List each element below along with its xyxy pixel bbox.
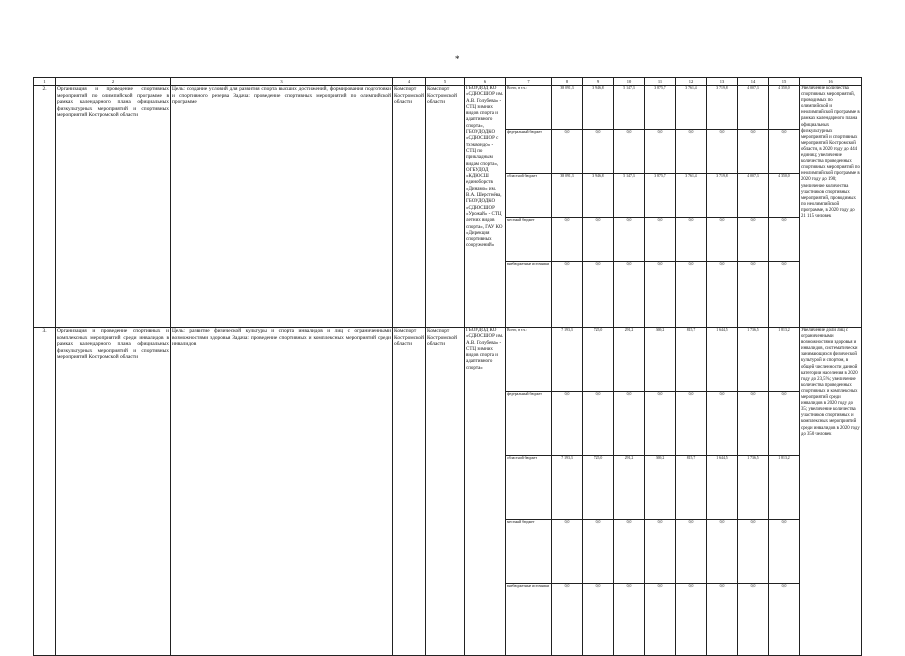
funding-value: 1 644,5: [707, 456, 738, 520]
funding-value: 0,0: [614, 520, 645, 584]
funding-source: федеральный бюджет: [506, 130, 552, 174]
column-number: 13: [707, 78, 738, 86]
column-number: 10: [614, 78, 645, 86]
event-name: Организация и проведение спортивных мероприятий по олимпийской программе в рамках календарного плана официальных физкультурных мероприятий и спортивных мероприятий Костромской области: [56, 86, 171, 328]
funding-value: 3 875,7: [645, 86, 676, 130]
funding-value: 3 875,7: [645, 174, 676, 218]
funding-value: 0,0: [769, 392, 800, 456]
funding-value: 0,0: [614, 262, 645, 328]
column-number: 3: [171, 78, 393, 86]
funding-value: 38 091,3: [552, 174, 583, 218]
funding-value: 0,0: [552, 262, 583, 328]
funding-value: 0,0: [552, 392, 583, 456]
funding-value: 725,0: [583, 328, 614, 392]
funding-value: 0,0: [707, 262, 738, 328]
column-number: 1: [34, 78, 56, 86]
responsible-executor: Комспорт Костромской области: [393, 86, 426, 328]
table-row: [34, 86, 862, 130]
funding-value: 0,0: [769, 218, 800, 262]
funding-source: местный бюджет: [506, 520, 552, 584]
funding-value: 0,0: [738, 262, 769, 328]
event-name: Организация и проведение спортивных и комплексных мероприятий среди инвалидов в рамках календарного плана официальных физкультурных мероприятий и спортивных мероприятий Костромской области: [56, 328, 171, 656]
funding-value: 4 007,3: [738, 174, 769, 218]
funding-value: 0,0: [738, 218, 769, 262]
funding-value: 5 147,3: [614, 86, 645, 130]
funding-value: 291,2: [614, 456, 645, 520]
funding-value: 0,0: [645, 392, 676, 456]
funding-value: 0,0: [614, 130, 645, 174]
funding-value: 0,0: [645, 218, 676, 262]
funding-value: 0,0: [552, 218, 583, 262]
funding-value: 0,0: [676, 130, 707, 174]
funding-value: 0,0: [676, 520, 707, 584]
funding-value: 0,0: [552, 130, 583, 174]
funding-value: 0,0: [614, 584, 645, 656]
expected-result: Увеличение количества спортивных мероприятий, проводимых по олимпийской и неолимпийской программе в рамках календарного плана официальных физкультурных мероприятий и спортивных мероприятий Костромской области, в 2020 году до 444 единиц; увеличение количества проведенных спортивных мероприятий по неолимпийской программе в 2020 году до 190; увеличение количества участников спортивных мероприятий, проводимых по неолимпийской программе, в 2020 году до 21 115 человек: [800, 86, 862, 328]
funding-source: местный бюджет: [506, 218, 552, 262]
funding-value: 0,0: [676, 218, 707, 262]
funding-value: 0,0: [769, 262, 800, 328]
funding-value: 1 644,5: [707, 328, 738, 392]
funding-value: 0,0: [583, 130, 614, 174]
goal-task: Цель: создание условий для развития спорта высших достижений, формирования подготовки и спортивного резерва Задача: проведение спортивных мероприятий по олимпийской программе: [171, 86, 393, 328]
funding-value: 0,0: [738, 392, 769, 456]
funding-value: 1 736,5: [738, 328, 769, 392]
funding-value: 0,0: [738, 584, 769, 656]
responsible-executor: Комспорт Костромской области: [393, 328, 426, 656]
funding-value: 725,0: [583, 456, 614, 520]
row-number: 2.: [34, 86, 56, 328]
column-number: 2: [56, 78, 171, 86]
column-number-row: [34, 78, 862, 86]
funding-value: 815,7: [676, 456, 707, 520]
funding-value: 3 946,8: [583, 86, 614, 130]
funding-source: Всего, в т.ч.:: [506, 328, 552, 392]
column-number: 9: [583, 78, 614, 86]
funding-value: 0,0: [583, 218, 614, 262]
funding-source: внебюджетные источники: [506, 584, 552, 656]
funding-source: федеральный бюджет: [506, 392, 552, 456]
column-number: 6: [465, 78, 506, 86]
funding-value: 0,0: [769, 584, 800, 656]
funding-value: 369,2: [645, 328, 676, 392]
column-number: 5: [426, 78, 465, 86]
funding-value: 1 813,2: [769, 328, 800, 392]
page-mark: *: [455, 54, 460, 64]
funding-value: 4 007,3: [738, 86, 769, 130]
funding-value: 0,0: [614, 218, 645, 262]
funding-value: 0,0: [769, 520, 800, 584]
funding-value: 3 946,8: [583, 174, 614, 218]
funding-value: 0,0: [707, 218, 738, 262]
funding-value: 1 813,2: [769, 456, 800, 520]
column-number: 16: [800, 78, 862, 86]
table-row: [34, 328, 862, 392]
funding-value: 0,0: [676, 584, 707, 656]
funding-value: 0,0: [738, 130, 769, 174]
funding-value: 815,7: [676, 328, 707, 392]
funding-value: 0,0: [645, 584, 676, 656]
funding-value: 4 350,0: [769, 86, 800, 130]
co-executor: Комспорт Костромской области: [426, 86, 465, 328]
funding-value: 3 761,4: [676, 86, 707, 130]
funding-value: 0,0: [738, 520, 769, 584]
funding-value: 0,0: [645, 520, 676, 584]
funding-value: 0,0: [645, 262, 676, 328]
funding-source: областной бюджет: [506, 174, 552, 218]
participants: ГБОУДОД КО «СДЮСШОР им. А.В. Голубева» - СТЦ зимних видов спорта и адаптивного спорта», ГБОУДОДКО «СДЮСШОР с тхэквондо» - СТЦ по прикладным видам спорта», ОГБУДОД «КДЮСШ единоборств «Динамо» им. В.А. Шерстнёва, ГБОУДОДКО «СДЮСШОР «Урожай» - СТЦ летних видов спорта», ГАУ КО «Дирекция спортивных сооружений»: [465, 86, 506, 328]
row-number: 3.: [34, 328, 56, 656]
funding-source: областной бюджет: [506, 456, 552, 520]
funding-value: 5 147,3: [614, 174, 645, 218]
funding-value: 0,0: [676, 262, 707, 328]
column-number: 12: [676, 78, 707, 86]
funding-value: 0,0: [707, 584, 738, 656]
funding-value: 3 719,8: [707, 174, 738, 218]
column-number: 15: [769, 78, 800, 86]
co-executor: Комспорт Костромской области: [426, 328, 465, 656]
funding-value: 0,0: [583, 520, 614, 584]
funding-value: 0,0: [676, 392, 707, 456]
funding-value: 3 719,8: [707, 86, 738, 130]
column-number: 8: [552, 78, 583, 86]
funding-value: 7 193,3: [552, 456, 583, 520]
goal-task: Цель: развитие физической культуры и спорта инвалидов и лиц с ограниченными возможностями здоровья Задача: проведение спортивных и комплексных мероприятий среди инвалидов: [171, 328, 393, 656]
funding-value: 0,0: [769, 130, 800, 174]
funding-value: 0,0: [552, 584, 583, 656]
funding-value: 38 091,3: [552, 86, 583, 130]
funding-value: 0,0: [707, 520, 738, 584]
participants: ГБОУДОД КО «СДЮСШОР им. А.В. Голубева» - СТЦ зимних видов спорта и адаптивного спорта»: [465, 328, 506, 656]
column-number: 11: [645, 78, 676, 86]
funding-source: внебюджетные источники: [506, 262, 552, 328]
funding-value: 0,0: [583, 262, 614, 328]
funding-value: 0,0: [583, 584, 614, 656]
funding-value: 0,0: [645, 130, 676, 174]
funding-value: 0,0: [707, 392, 738, 456]
column-number: 14: [738, 78, 769, 86]
funding-value: 4 350,0: [769, 174, 800, 218]
column-number: 4: [393, 78, 426, 86]
funding-value: 0,0: [614, 392, 645, 456]
column-number: 7: [506, 78, 552, 86]
funding-value: 0,0: [583, 392, 614, 456]
funding-value: 0,0: [707, 130, 738, 174]
expected-result: Увеличение доли лиц с ограниченными возможностями здоровья и инвалидов, систематически занимающихся физической культурой и спортом, в общей численности данной категории населения в 2020 году до 23,5%; увеличение количества проведенных спортивных и комплексных мероприятий среди инвалидов в 2020 году до 35; увеличение количества участников спортивных и комплексных мероприятий среди инвалидов в 2020 году до 350 человек: [800, 328, 862, 656]
funding-value: 291,2: [614, 328, 645, 392]
funding-value: 7 193,3: [552, 328, 583, 392]
funding-value: 3 761,4: [676, 174, 707, 218]
funding-source: Всего, в т.ч.:: [506, 86, 552, 130]
funding-value: 0,0: [552, 520, 583, 584]
program-table: [33, 77, 862, 656]
funding-value: 1 736,5: [738, 456, 769, 520]
funding-value: 369,2: [645, 456, 676, 520]
